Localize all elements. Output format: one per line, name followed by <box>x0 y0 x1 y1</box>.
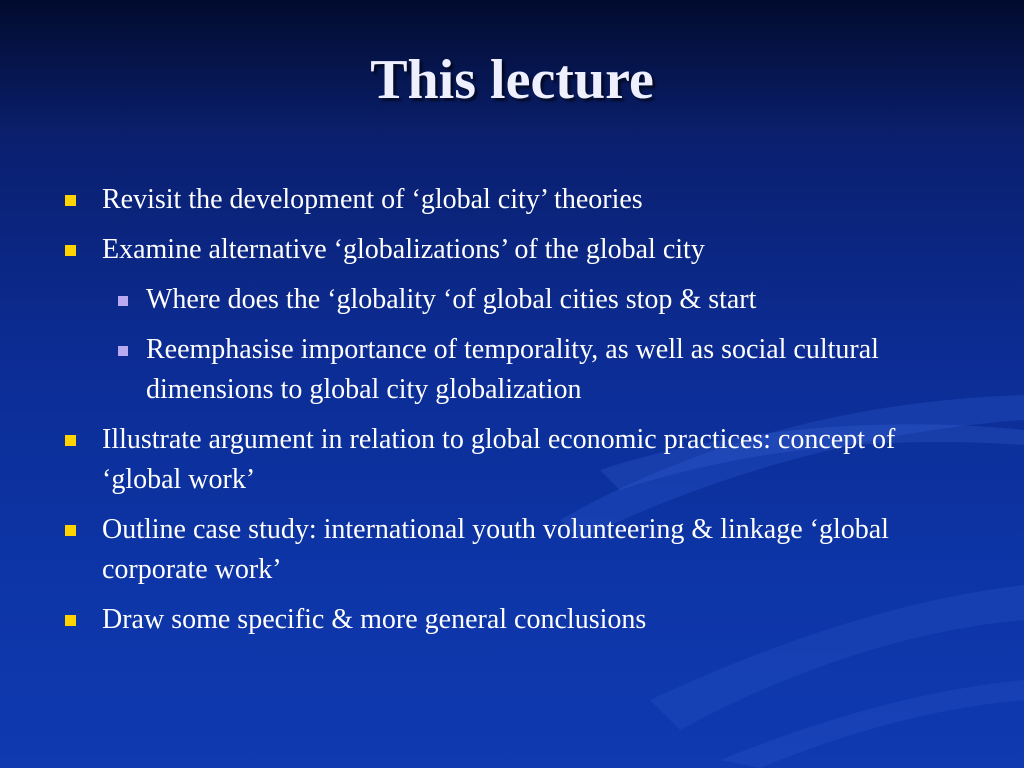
list-item-text: Revisit the development of ‘global city’ theories <box>102 184 643 215</box>
square-bullet-icon <box>65 525 76 536</box>
sub-list-item-text: Where does the ‘globality ‘of global cities stop & start <box>146 284 757 315</box>
list-item-text: Outline case study: international youth volunteering & linkage ‘global corporate work’ <box>102 514 889 585</box>
square-sub-bullet-icon <box>118 346 128 356</box>
slide-title: This lecture <box>370 49 654 111</box>
sub-list-item <box>58 280 978 320</box>
list-item-text: Examine alternative ‘globalizations’ of the global city <box>102 234 705 265</box>
list-item <box>58 230 978 270</box>
square-bullet-icon <box>65 245 76 256</box>
square-bullet-icon <box>65 615 76 626</box>
list-item <box>58 600 978 640</box>
list-item-text: Illustrate argument in relation to global economic practices: concept of ‘global work’ <box>102 424 896 495</box>
list-item <box>58 510 978 590</box>
list-item <box>58 420 978 500</box>
sub-list-item-text: Reemphasise importance of temporality, as well as social cultural dimensions to global city globalization <box>146 334 879 405</box>
square-bullet-icon <box>65 435 76 446</box>
list-item <box>58 180 978 220</box>
sub-list-item <box>58 330 978 410</box>
square-bullet-icon <box>65 195 76 206</box>
list-item-text: Draw some specific & more general conclusions <box>102 604 647 635</box>
square-sub-bullet-icon <box>118 296 128 306</box>
bullet-list <box>58 180 978 650</box>
